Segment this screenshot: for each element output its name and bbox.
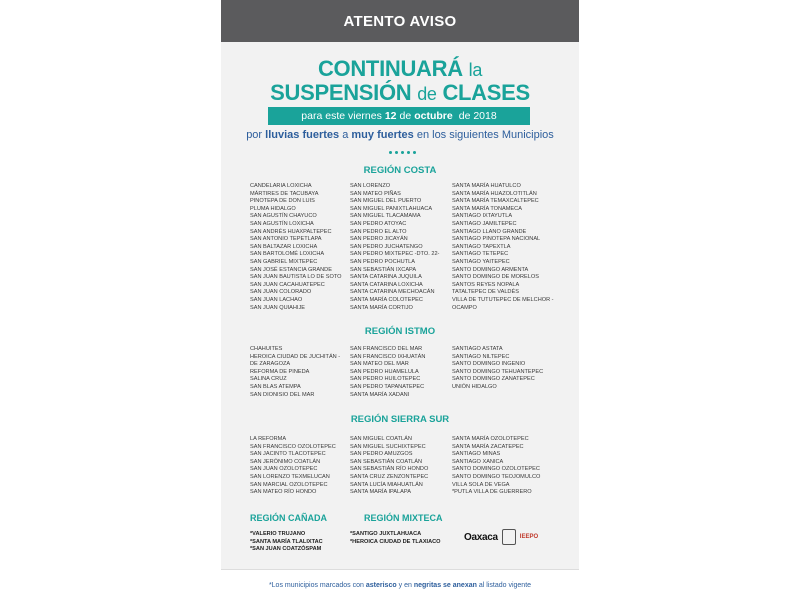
region-costa-title: REGIÓN COSTA	[363, 165, 437, 176]
municipio-item: SANTA CATARINA MECHOACÁN	[350, 289, 435, 296]
municipio-item: SANTA MARÍA XADANI	[350, 391, 410, 398]
municipio-item: SANTO DOMINGO OZOLOTEPEC	[452, 466, 540, 473]
municipio-item: SAN FRANCISCO OZOLOTEPEC	[250, 443, 336, 450]
municipio-item: SAN MIGUEL DEL PUERTO	[350, 198, 422, 205]
municipio-item: OCAMPO	[452, 304, 477, 311]
municipio-item: SANTA MARÍA ZACATEPEC	[452, 443, 524, 450]
municipio-item: SAN PEDRO EL ALTO	[350, 228, 407, 235]
header-title: ATENTO AVISO	[343, 12, 457, 30]
municipio-item: SANTIAGO NILTEPEC	[452, 353, 510, 360]
municipio-item: SAN JOSÉ ESTANCIA GRANDE	[250, 266, 332, 273]
municipio-item: MÁRTIRES DE TACUBAYA	[250, 190, 319, 197]
municipio-item: SAN LORENZO TEXMELUCAN	[250, 473, 330, 480]
footnote-part-1: *Los municipios marcados con	[268, 582, 364, 589]
municipio-item: SANTIAGO MINAS	[452, 451, 501, 458]
municipio-item: SANTA MARÍA COLOTEPEC	[350, 296, 423, 303]
municipio-item: SANTIAGO PINOTEPA NACIONAL	[452, 236, 541, 243]
municipio-item: SAN BALTAZAR LOXICHA	[250, 243, 318, 250]
date-mid: de	[399, 110, 412, 122]
istmo-column-2	[350, 346, 425, 399]
municipio-item: SAN GABRIEL MIXTEPEC	[250, 258, 318, 265]
municipio-item: SANTO DOMINGO DE MORELOS	[452, 274, 539, 281]
municipio-item: SAN JERÓNIMO COATLÁN	[250, 458, 321, 465]
canada-list	[250, 531, 323, 554]
municipio-item: SAN PEDRO HUAMELULA	[350, 368, 419, 375]
municipio-item: SANTIAGO IXTAYUTLA	[452, 213, 513, 220]
municipio-item: SAN AGUSTÍN LOXICHA	[250, 220, 314, 227]
subtitle	[221, 129, 579, 141]
municipio-item: *SAN JUAN COATZÓSPAM	[250, 546, 322, 553]
costa-column-1	[250, 183, 342, 312]
region-istmo-title: REGIÓN ISTMO	[364, 326, 436, 337]
istmo-column-1	[250, 346, 340, 399]
headline-clases: CLASES	[442, 80, 530, 105]
date-banner	[268, 107, 530, 125]
municipio-item: SAN PEDRO HUILOTEPEC	[350, 376, 421, 383]
municipio-item: SAN PEDRO JUCHATENGO	[350, 243, 423, 250]
footnote-part-5: al listado vigente	[478, 582, 532, 589]
municipio-item: SAN JACINTO TLACOTEPEC	[250, 451, 326, 458]
costa-column-3	[452, 183, 554, 312]
mixteca-list	[350, 531, 441, 546]
subtitle-a: a	[342, 129, 349, 141]
date-month: octubre	[414, 110, 453, 122]
municipio-item: SANTIAGO XANICA	[452, 458, 504, 465]
municipio-item: SAN JUAN BAUTISTA LO DE SOTO	[250, 274, 342, 281]
date-prefix: para este viernes	[301, 110, 382, 122]
municipio-item: SAN MARCIAL OZOLOTEPEC	[250, 481, 328, 488]
municipio-item: SAN MATEO RÍO HONDO	[250, 489, 317, 496]
notice-poster	[221, 0, 579, 600]
municipio-item: SANTA MARÍA HUATULCO	[452, 183, 521, 189]
municipio-item: SANTA MARÍA TONAMECA	[452, 205, 522, 212]
municipio-item: SAN JUAN COLORADO	[250, 289, 312, 296]
headline-suspension: SUSPENSIÓN	[270, 80, 412, 105]
footnote	[221, 569, 579, 600]
municipio-item: SAN PEDRO AMUZGOS	[350, 451, 413, 458]
ieepo-logo: IEEPO	[519, 534, 539, 540]
municipio-item: *HEROICA CIUDAD DE TLAXIACO	[350, 538, 441, 545]
footnote-part-3: y en	[398, 582, 412, 589]
municipio-item: SAN PEDRO TAPANATEPEC	[350, 383, 425, 390]
seal-icon	[502, 529, 516, 545]
municipio-item: *SANTIGO JUXTLAHUACA	[350, 531, 422, 537]
municipio-item: VILLA SOLA DE VEGA	[452, 481, 510, 488]
municipio-item: PLUMA HIDALGO	[250, 205, 296, 212]
footnote-negritas: negritas se anexan	[413, 582, 477, 589]
municipio-item: SANTO DOMINGO ARMENTA	[452, 266, 529, 273]
municipio-item: SANTA CRUZ ZENZONTEPEC	[350, 473, 429, 480]
municipio-item: SAN MIGUEL COATLÁN	[350, 436, 412, 442]
municipio-item: SAN PEDRO MIXTEPEC -DTO. 22-	[350, 251, 440, 258]
region-canada-title: REGIÓN CAÑADA	[250, 513, 328, 523]
headline-de: de	[417, 84, 437, 104]
municipio-item: SAN JUAN CACAHUATEPEC	[250, 281, 325, 288]
municipio-item: SANTIAGO LLANO GRANDE	[452, 228, 527, 235]
municipio-item: SAN JUAN LACHAO	[250, 296, 303, 303]
municipio-item: SANTA MARÍA TEMAXCALTEPEC	[452, 198, 539, 205]
municipio-item: SANTA MARÍA HUAZOLOTITLÁN	[452, 190, 537, 197]
municipio-item: SAN MATEO DEL MAR	[350, 361, 409, 368]
municipio-item: SAN AGUSTÍN CHAYUCO	[250, 213, 317, 220]
sierra-sur-column-2	[350, 436, 428, 497]
oaxaca-logo: Oaxaca	[464, 531, 498, 543]
municipio-item: SANTO DOMINGO TEHUANTEPEC	[452, 368, 544, 375]
municipio-item: SANTIAGO TETEPEC	[452, 251, 509, 258]
municipio-item: SANTA CATARINA JUQUILA	[350, 274, 422, 281]
municipio-item: SAN SEBASTIÁN COATLÁN	[350, 458, 423, 465]
date-day: 12	[384, 110, 397, 122]
municipio-item: UNIÓN HIDALGO	[452, 383, 497, 390]
municipio-item: TATALTEPEC DE VALDÉS	[452, 289, 519, 296]
logos-group	[464, 526, 564, 548]
municipio-item: DE ZARAGOZA	[250, 361, 291, 368]
municipio-item: SANTO DOMINGO TEOJOMULCO	[452, 473, 541, 480]
municipio-item: CHAHUITES	[250, 346, 283, 352]
subtitle-fuertes: fuertes	[302, 129, 340, 141]
municipio-item: SAN MIGUEL SUCHIXTEPEC	[350, 443, 426, 450]
municipio-item: SANTO DOMINGO ZANATEPEC	[452, 376, 535, 383]
municipio-item: SANTO DOMINGO INGENIO	[452, 361, 526, 368]
municipio-item: CANDELARIA LOXICHA	[250, 183, 312, 189]
sierra-sur-column-3	[452, 436, 540, 497]
municipio-item: SAN FRANCISCO IXHUATÁN	[350, 353, 426, 360]
municipio-item: SAN MATEO PIÑAS	[350, 190, 401, 197]
headline-line-2	[221, 80, 579, 106]
municipio-item: SANTA CATARINA LOXICHA	[350, 281, 423, 288]
header-bar	[221, 0, 579, 42]
municipio-item: SAN DIONISIO DEL MAR	[250, 391, 315, 398]
municipio-item: *SANTA MARÍA TLALIXTAC	[250, 538, 323, 545]
footnote-asterisco: asterisco	[365, 582, 397, 589]
headline-la: la	[468, 60, 483, 80]
municipio-item: SAN ANTONIO TEPETLAPA	[250, 236, 322, 243]
municipio-item: PINOTEPA DE DON LUIS	[250, 198, 315, 205]
municipio-item: SANTA MARÍA OZOLOTEPEC	[452, 436, 529, 442]
subtitle-rest: en los siguientes Municipios	[416, 129, 554, 141]
municipio-item: SANTA LUCÍA MIAHUATLÁN	[350, 481, 423, 488]
sierra-sur-column-1	[250, 436, 336, 497]
municipio-item: SAN PEDRO ATOYAC	[350, 220, 407, 227]
municipio-item: REFORMA DE PINEDA	[250, 368, 310, 375]
municipio-item: LA REFORMA	[250, 436, 287, 442]
municipio-item: SANTIAGO YAITEPEC	[452, 258, 510, 265]
municipio-item: SANTIAGO ASTATA	[452, 346, 503, 352]
municipio-item: SAN LORENZO	[350, 183, 391, 189]
municipio-item: SAN BLAS ATEMPA	[250, 383, 301, 390]
municipio-item: SANTA MARÍA CORTIJO	[350, 304, 413, 311]
municipio-item: SANTA MARÍA IPALAPA	[350, 489, 411, 496]
municipio-item: SAN SEBASTIÁN IXCAPA	[350, 266, 417, 273]
municipio-item: SAN MIGUEL PANIXTLAHUACA	[350, 205, 433, 212]
headline-continuara: CONTINUARÁ	[317, 56, 463, 81]
date-year: de 2018	[458, 110, 497, 122]
municipio-item: SANTIAGO JAMILTEPEC	[452, 220, 517, 227]
municipio-item: SANTIAGO TAPEXTLA	[452, 243, 511, 250]
divider-dots	[389, 151, 416, 154]
municipio-item: VILLA DE TUTUTEPEC DE MELCHOR -	[452, 296, 554, 303]
municipio-item: SAN JUAN OZOLOTEPEC	[250, 466, 318, 473]
municipio-item: *PUTLA VILLA DE GUERRERO	[452, 489, 532, 496]
subtitle-lluvias: lluvias	[265, 129, 300, 141]
istmo-column-3	[452, 346, 543, 392]
municipio-item: SAN JUAN QUIAHIJE	[250, 304, 306, 311]
municipio-item: SANTOS REYES NOPALA	[452, 281, 520, 288]
municipio-item: SAN SEBASTIÁN RÍO HONDO	[350, 466, 429, 473]
municipio-item: HEROICA CIUDAD DE JUCHITÁN -	[250, 353, 341, 360]
municipio-item: SALINA CRUZ	[250, 376, 287, 383]
region-mixteca-title: REGIÓN MIXTECA	[364, 513, 443, 523]
municipio-item: SAN MIGUEL TLACAMAMA	[350, 213, 421, 220]
subtitle-muy-fuertes: muy fuertes	[351, 129, 414, 141]
municipio-item: SAN FRANCISCO DEL MAR	[350, 346, 423, 352]
municipio-item: SAN ANDRÉS HUAXPALTEPEC	[250, 228, 332, 235]
municipio-item: SAN PEDRO JICAYÁN	[350, 236, 408, 243]
region-sierra-sur-title: REGIÓN SIERRA SUR	[350, 414, 450, 425]
municipio-item: SAN BARTOLOMÉ LOXICHA	[250, 251, 325, 258]
municipio-item: *VALERIO TRUJANO	[250, 531, 306, 537]
subtitle-por: por	[246, 129, 263, 141]
headline-line-1	[221, 56, 579, 82]
costa-column-2	[350, 183, 439, 312]
municipio-item: SAN PEDRO POCHUTLA	[350, 258, 415, 265]
